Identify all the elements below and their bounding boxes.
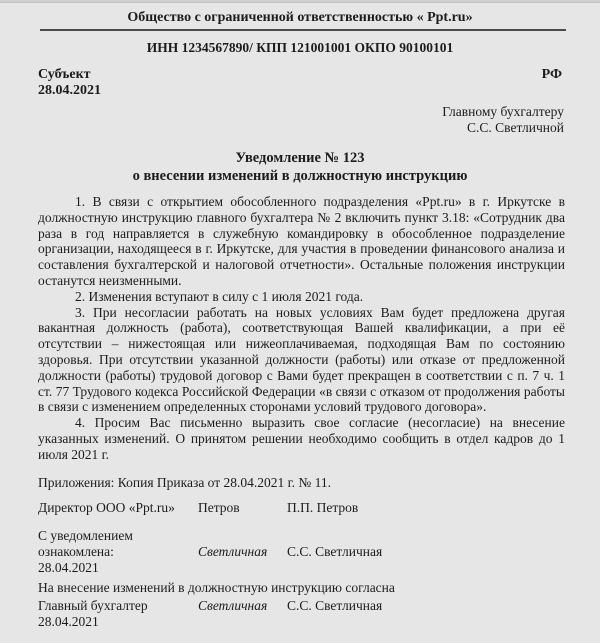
acknowledgement-name: С.С. Светличная (287, 543, 383, 559)
title-number: Уведомление № 123 (235, 150, 365, 166)
acknowledgement-date: 28.04.2021 (38, 559, 99, 575)
attachments-line: Приложения: Копия Приказа от 28.04.2021 г. № 11. (38, 474, 332, 490)
consent-statement: На внесение изменений в должностную инструкцию согласна (38, 579, 395, 595)
director-name: П.П. Петров (287, 500, 359, 516)
accountant-name: С.С. Светличная (287, 598, 383, 614)
paragraph-1: 1. В связи с открытием обособленного подразделения «Ppt.ru» в г. Иркутске в должностную инструкцию главного бухгалтера № 2 включить пункт 3.18: «Сотрудник два раза в год направляется в служебную командировку в обособленное подразделение организации, находящееся в г. Иркутске, для участия в проведении финансового анализа и составления бухгалтерской и налоговой отчетности». Остальные положения инструкции останутся неизменными. (38, 194, 565, 288)
paragraph-3: 3. При несогласии работать на новых условиях Вам будет предложена другая вакантная должность (работа), соответствующая Вашей квалификации, а при её отсутствии – нижестоящая или нижеоплачиваемая, подходящая Вам по состоянию здоровья. При отсутствии указанной должности (работы) или отказе от предложенной должности (работы) трудовой договор с Вами будет прекращен в соответствии с п. 7 ч. 1 ст. 77 Трудового кодекса Российской Федерации «в связи с отказом от продолжения работы в связи с изменением определенных сторонами условий трудового договора». (38, 304, 565, 415)
subject-label: Субъект (38, 67, 91, 82)
accountant-signature: Светличная (198, 598, 268, 614)
document-title (0, 149, 600, 185)
company-requisites: ИНН 1234567890/ КПП 121001001 ОКПО 90100101 (146, 40, 454, 55)
meta-row (38, 67, 562, 99)
subject-block (38, 67, 101, 99)
acknowledgement-label (38, 528, 198, 575)
acknowledgement-label-line2: ознакомлена: (38, 543, 114, 559)
paragraph-2: 2. Изменения вступают в силу с 1 июля 2021 года. (75, 288, 364, 304)
addressee-name: С.С. Светличной (467, 120, 564, 135)
company-name: Общество с ограниченной ответственностью « Ppt.ru» (127, 10, 473, 25)
accountant-position: Главный бухгалтер (38, 598, 148, 614)
acknowledgement-row (38, 528, 565, 575)
top-border (0, 0, 600, 3)
addressee-position: Главному бухгалтеру (442, 104, 564, 119)
acknowledgement-label-line1: С уведомлением (38, 528, 133, 544)
accountant-label (38, 598, 198, 630)
paragraph-4: 4. Просим Вас письменно выразить свое согласие (несогласие) на внесение указанных изменений. О принятом решении необходимо сообщить в отдел кадров до 1 июля 2021 г. (38, 415, 565, 462)
director-signature-row (38, 500, 565, 516)
title-subject: о внесении изменений в должностную инструкцию (132, 168, 468, 184)
director-signature: Петров (198, 500, 240, 516)
header-divider (40, 29, 566, 31)
document-body (38, 194, 565, 463)
director-position: Директор ООО «Ppt.ru» (38, 500, 175, 516)
accountant-date: 28.04.2021 (38, 614, 99, 630)
region-label: РФ (541, 67, 562, 82)
signatures-block (38, 500, 565, 630)
document-date: 28.04.2021 (38, 83, 101, 98)
accountant-signature-row (38, 598, 565, 630)
addressee-block (0, 104, 564, 136)
acknowledgement-signature: Светличная (198, 543, 268, 559)
